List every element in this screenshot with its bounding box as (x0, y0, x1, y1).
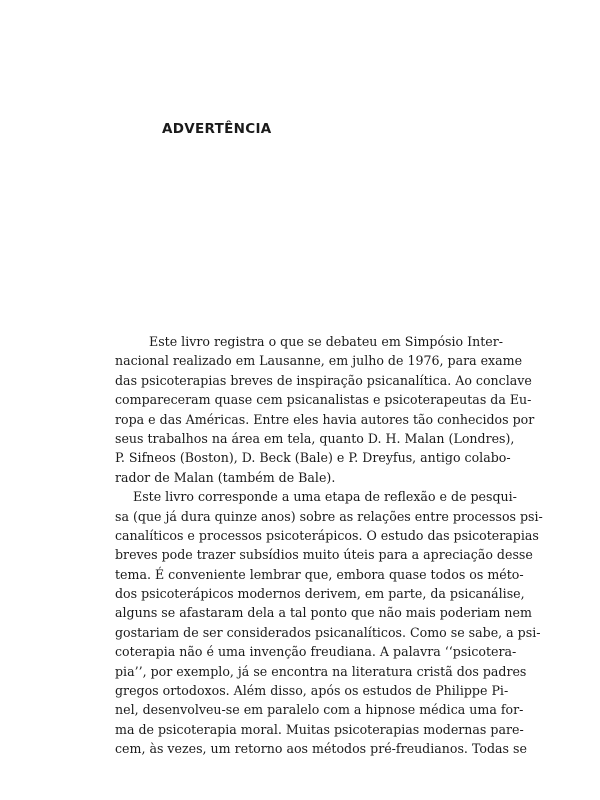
paragraph-1 (115, 332, 535, 487)
text-line: gostariam de ser considerados psicanalíticos. Como se sabe, a psi- (115, 624, 541, 640)
text-line: gregos ortodoxos. Além disso, após os estudos de Philippe Pi- (115, 683, 509, 699)
text-line: canalíticos e processos psicoterápicos. O estudo das psicoterapias (115, 527, 539, 543)
text-line: tema. É conveniente lembrar que, embora quase todos os méto- (115, 566, 524, 582)
paragraph-2 (115, 487, 543, 758)
text-line: Este livro corresponde a uma etapa de reflexão e de pesqui- (133, 489, 517, 505)
text-line: dos psicoterápicos modernos derivem, em parte, da psicanálise, (115, 586, 525, 602)
text-line: das psicoterapias breves de inspiração psicanalítica. Ao conclave (115, 372, 532, 388)
text-line: sa (que já dura quinze anos) sobre as relações entre processos psi- (115, 508, 543, 524)
text-line: ma de psicoterapia moral. Muitas psicoterapias modernas pare- (115, 721, 524, 737)
text-line: compareceram quase cem psicanalistas e psicoterapeutas da Eu- (115, 392, 532, 408)
text-line: seus trabalhos na área em tela, quanto D. H. Malan (Londres), (115, 430, 515, 446)
text-line: nel, desenvolveu-se em paralelo com a hipnose médica uma for- (115, 702, 524, 718)
text-line: P. Sifneos (Boston), D. Beck (Bale) e P. Dreyfus, antigo colabo- (115, 450, 511, 466)
text-line: pia’’, por exemplo, já se encontra na literatura cristã dos padres (115, 663, 527, 679)
text-line: rador de Malan (também de Bale). (115, 469, 336, 485)
section-heading: ADVERTÊNCIA (162, 121, 272, 137)
text-line: breves pode trazer subsídios muito úteis para a apreciação desse (115, 547, 533, 563)
text-line: alguns se afastaram dela a tal ponto que não mais poderiam nem (115, 605, 532, 621)
text-line: ropa e das Américas. Entre eles havia autores tão conhecidos por (115, 411, 535, 427)
text-line: Este livro registra o que se debateu em Simpósio Inter- (149, 334, 504, 349)
body-text (115, 332, 543, 759)
text-line: cem, às vezes, um retorno aos métodos pré-freudianos. Todas se (115, 741, 527, 757)
text-line: coterapia não é uma invenção freudiana. A palavra ‘‘psicotera- (115, 644, 517, 660)
text-line: nacional realizado em Lausanne, em julho de 1976, para exame (115, 353, 523, 369)
